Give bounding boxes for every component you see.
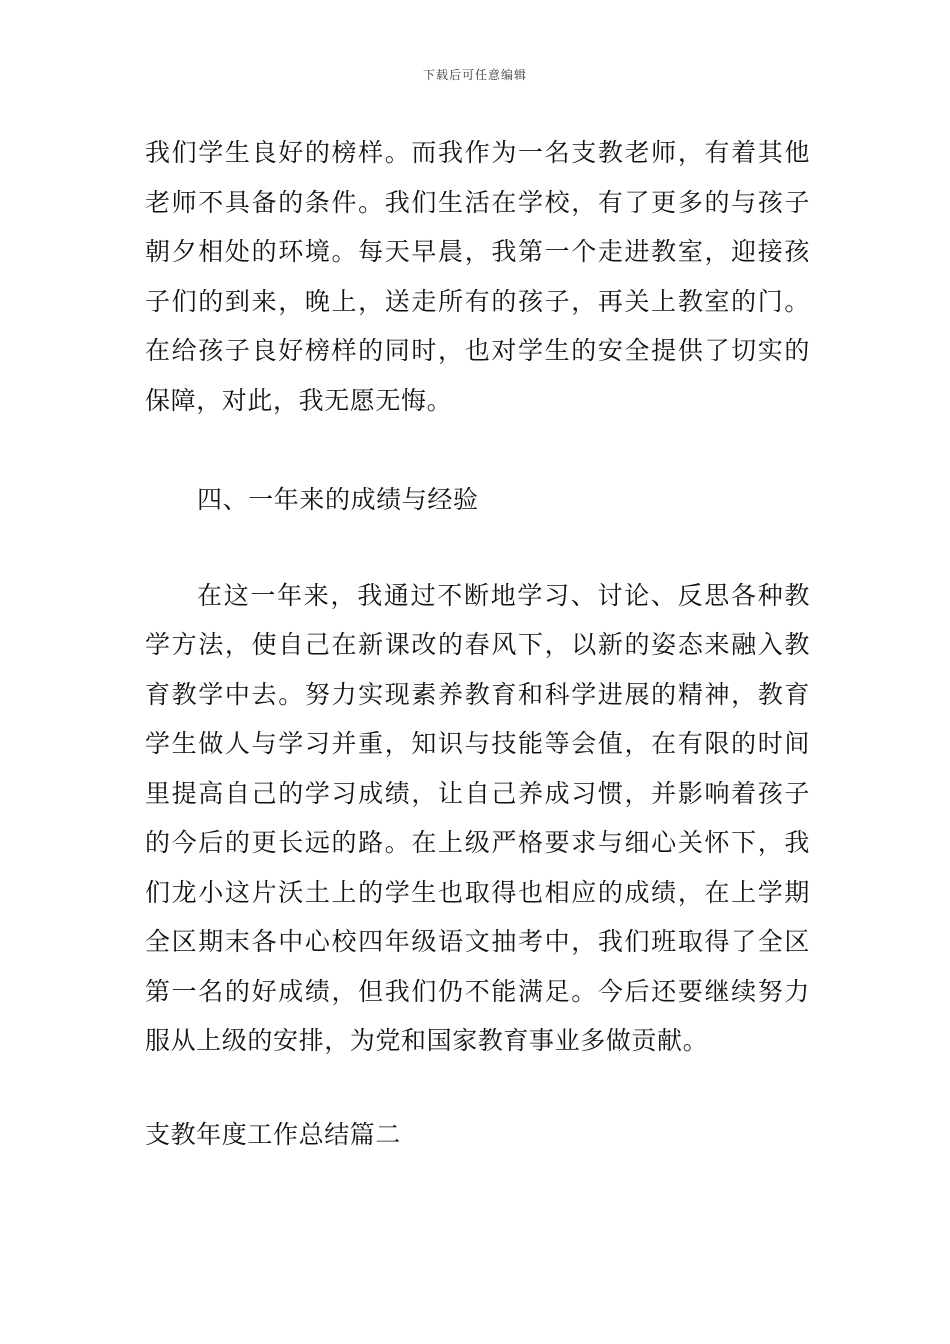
section-title: 支教年度工作总结篇二 xyxy=(145,1119,402,1149)
spacer xyxy=(145,425,810,475)
spacer xyxy=(145,1066,810,1110)
spacer xyxy=(145,525,810,571)
paragraph-continuation: 我们学生良好的榜样。而我作为一名支教老师，有着其他老师不具备的条件。我们生活在学校，有了更多的与孩子朝夕相处的环境。每天早晨，我第一个走进教室，迎接孩子们的到来，晚上，送走所有的孩子，再关上教室的门。在给孩子良好榜样的同时，也对学生的安全提供了切实的保障，对此，我无愿无悔。 xyxy=(145,138,810,415)
paragraph-achievements: 在这一年来，我通过不断地学习、讨论、反思各种教学方法，使自己在新课改的春风下，以新的姿态来融入教育教学中去。努力实现素养教育和科学进展的精神，教育学生做人与学习并重，知识与技能等会值，在有限的时间里提高自己的学习成绩，让自己养成习惯，并影响着孩子的今后的更长远的路。在上级严格要求与细心关怀下，我们龙小这片沃土上的学生也取得也相应的成绩，在上学期全区期末各中心校四年级语文抽考中，我们班取得了全区第一名的好成绩，但我们仍不能满足。今后还要继续努力服从上级的安排，为党和国家教育事业多做贡献。 xyxy=(145,580,810,1055)
document-body xyxy=(145,128,810,1159)
header-note: 下载后可任意编辑 xyxy=(422,68,527,82)
section-heading-4: 四、一年来的成绩与经验 xyxy=(197,485,479,514)
